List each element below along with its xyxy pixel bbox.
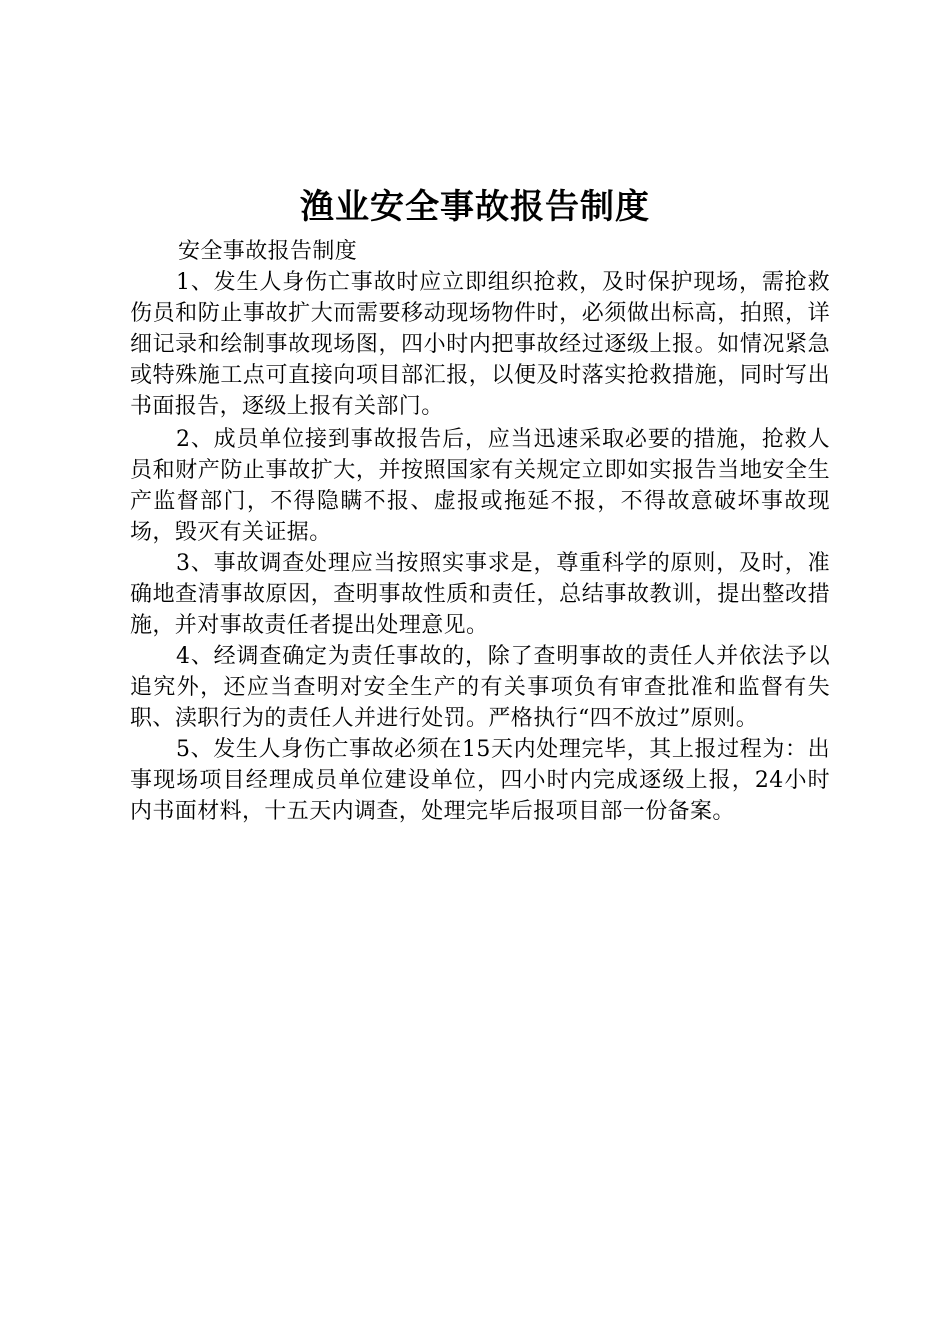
- document-body: [130, 236, 830, 827]
- document-title: 渔业安全事故报告制度: [300, 187, 650, 227]
- paragraph-5: 5、发生人身伤亡事故必须在15天内处理完毕，其上报过程为：出事现场项目经理成员单位建设单位，四小时内完成逐级上报，24小时内书面材料，十五天内调查，处理完毕后报项目部一份备案。: [130, 737, 830, 824]
- paragraph-1: 1、发生人身伤亡事故时应立即组织抢救，及时保护现场，需抢救伤员和防止事故扩大而需要移动现场物件时，必须做出标高，拍照，详细记录和绘制事故现场图，四小时内把事故经过逐级上报。如情况紧急或特殊施工点可直接向项目部汇报，以便及时落实抢救措施，同时写出书面报告，逐级上报有关部门。: [130, 270, 830, 419]
- paragraph-3: 3、事故调查处理应当按照实事求是，尊重科学的原则，及时，准确地查清事故原因，查明事故性质和责任，总结事故教训，提出整改措施，并对事故责任者提出处理意见。: [130, 551, 830, 638]
- paragraph-2: 2、成员单位接到事故报告后，应当迅速采取必要的措施，抢救人员和财产防止事故扩大，并按照国家有关规定立即如实报告当地安全生产监督部门，不得隐瞒不报、虚报或拖延不报，不得故意破坏事故现场，毁灭有关证据。: [130, 427, 830, 545]
- document-subtitle: 安全事故报告制度: [178, 239, 358, 264]
- paragraph-4: 4、经调查确定为责任事故的，除了查明事故的责任人并依法予以追究外，还应当查明对安全生产的有关事项负有审查批准和监督有失职、渎职行为的责任人并进行处罚。严格执行“四不放过”原则。: [130, 644, 830, 731]
